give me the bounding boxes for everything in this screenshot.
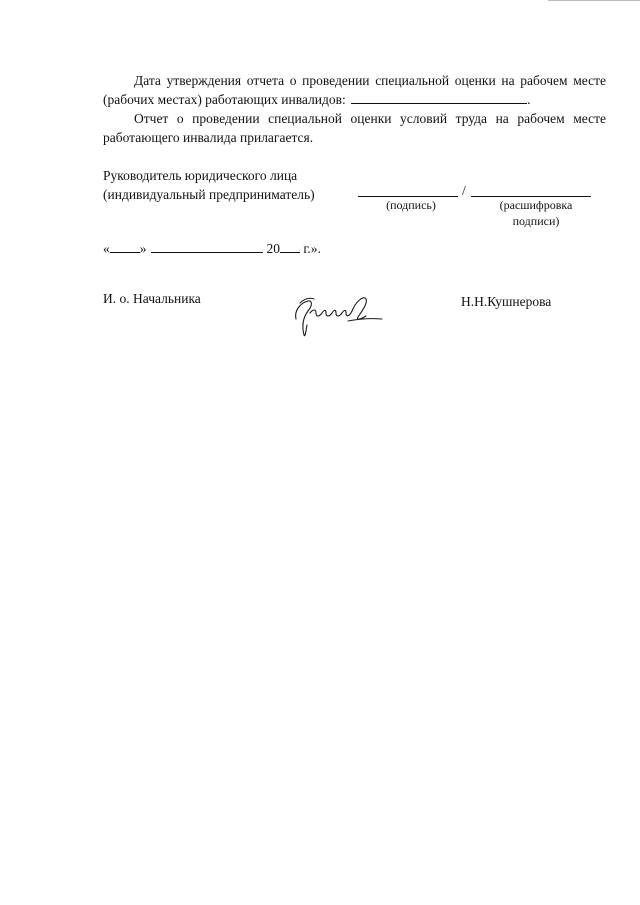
footer-signature-row bbox=[103, 289, 606, 349]
signature-decode-caption: (расшифровка подписи) bbox=[499, 198, 573, 228]
approval-date-paragraph bbox=[103, 71, 606, 109]
date-month-blank bbox=[151, 240, 263, 253]
date-day-blank bbox=[110, 240, 140, 253]
scan-edge-mark bbox=[548, 0, 640, 2]
handwritten-signature bbox=[286, 289, 386, 341]
date-year-prefix: 20 bbox=[266, 241, 280, 256]
document-page bbox=[103, 71, 606, 309]
signature-caption: (подпись) bbox=[386, 198, 436, 212]
date-close-quote: » bbox=[139, 241, 147, 256]
signature-separator: / bbox=[462, 183, 466, 198]
date-year-blank bbox=[280, 240, 300, 253]
date-open-quote: « bbox=[103, 241, 110, 256]
signature-block bbox=[103, 166, 606, 246]
approval-date-text: Дата утверждения отчета о проведении специальной оценки на рабочем месте (рабочих местах) работающих инвалидов: bbox=[103, 73, 606, 107]
approval-date-blank bbox=[351, 91, 527, 104]
date-year-suffix: г.». bbox=[303, 241, 321, 256]
signatory-label bbox=[103, 166, 353, 204]
signatory-label-line1: Руководитель юридического лица bbox=[103, 168, 298, 183]
signatory-label-line2: (индивидуальный предприниматель) bbox=[103, 187, 315, 202]
approval-date-end: . bbox=[527, 92, 531, 107]
signer-name: Н.Н.Кушнерова bbox=[461, 294, 552, 309]
signer-position: И. о. Начальника bbox=[103, 291, 201, 306]
date-line bbox=[103, 239, 321, 258]
attachment-paragraph: Отчет о проведении специальной оценки условий труда на рабочем месте работающего инвалида прилагается. bbox=[103, 111, 606, 145]
